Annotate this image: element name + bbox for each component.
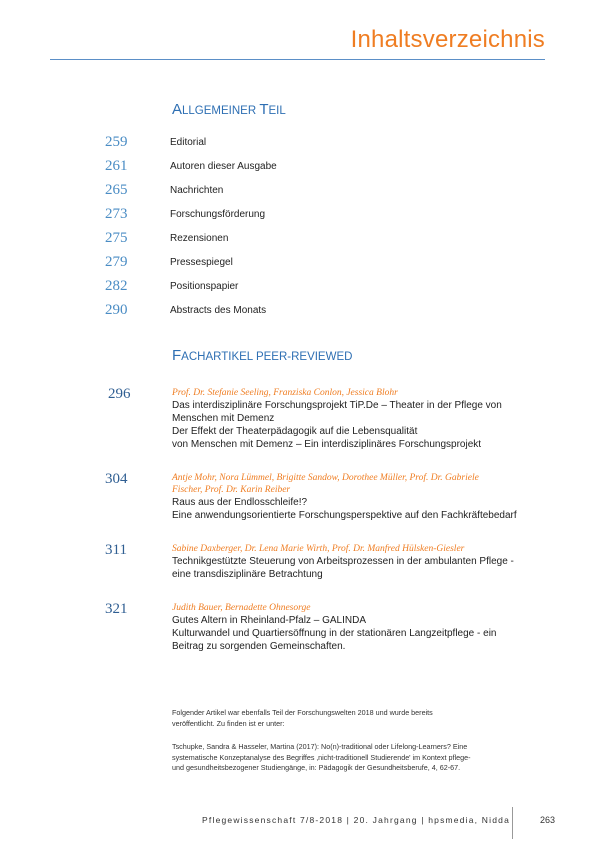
article-title-line: Raus aus der Endlosschleife!? bbox=[172, 497, 308, 508]
publication-note bbox=[172, 708, 527, 729]
toc-entry-label: Rezensionen bbox=[170, 233, 229, 244]
article-title-line: Das interdisziplinäre Forschungsprojekt TiP.De – Theater in der Pflege von bbox=[172, 400, 502, 411]
section-heading-articles bbox=[172, 347, 352, 364]
article-title-line: Beitrag zu sorgenden Gemeinschaften. bbox=[172, 641, 346, 652]
title-divider bbox=[50, 59, 545, 60]
citation-line: systematische Konzeptanalyse des Begriffes ‚nicht-traditionell Studierende' im Kontext pflege- bbox=[172, 752, 471, 762]
toc-page-number: 265 bbox=[105, 182, 128, 198]
toc-entry-label: Editorial bbox=[170, 137, 207, 148]
footer-divider bbox=[512, 807, 513, 839]
toc-entry-label: Autoren dieser Ausgabe bbox=[170, 161, 277, 172]
toc-page-number: 290 bbox=[105, 302, 128, 318]
note-text-line: veröffentlicht. Zu finden ist er unter: bbox=[172, 718, 285, 728]
page-title: Inhaltsverzeichnis bbox=[350, 26, 545, 53]
article-authors: Prof. Dr. Stefanie Seeling, Franziska Conlon, Jessica Blohr bbox=[172, 388, 398, 398]
section-heading-initial: F bbox=[172, 347, 182, 364]
article-title-line: Der Effekt der Theaterpädagogik auf die Lebensqualität bbox=[172, 426, 418, 437]
article-authors: Judith Bauer, Bernadette Ohnesorge bbox=[172, 603, 311, 613]
section-heading-text: EIL bbox=[268, 105, 286, 117]
article-title-line: Technikgestützte Steuerung von Arbeitsprozessen in der ambulanten Pflege - bbox=[172, 556, 514, 567]
article-page-number: 311 bbox=[105, 542, 127, 558]
toc-entry-label: Abstracts des Monats bbox=[170, 305, 267, 316]
footer-page-number: 263 bbox=[540, 815, 556, 825]
toc-page-number: 259 bbox=[105, 134, 128, 150]
section-heading-general bbox=[172, 101, 286, 118]
citation bbox=[172, 742, 527, 774]
article-title-line: Menschen mit Demenz bbox=[172, 413, 275, 424]
toc-entry-label: Forschungsförderung bbox=[170, 209, 266, 220]
toc-page-number: 282 bbox=[105, 278, 128, 294]
citation-line: und gesundheitsbezogener Studiengänge, in: Pädagogik der Gesundheitsberufe, 4, 62-67. bbox=[172, 763, 461, 772]
toc-entry-label: Nachrichten bbox=[170, 185, 224, 196]
article-title-line: Gutes Altern in Rheinland-Pfalz – GALINDA bbox=[172, 615, 366, 626]
article-title-line: von Menschen mit Demenz – Ein interdisziplinäres Forschungsprojekt bbox=[172, 439, 482, 450]
section-heading-text: LLGEMEINER bbox=[182, 105, 260, 117]
toc-page-number: 275 bbox=[105, 230, 128, 246]
article-title-line: eine transdisziplinäre Betrachtung bbox=[172, 569, 323, 580]
toc-page-number: 273 bbox=[105, 206, 128, 222]
section-heading-text: ACHARTIKEL PEER-REVIEWED bbox=[181, 351, 353, 363]
article-authors: Fischer, Prof. Dr. Karin Reiber bbox=[172, 485, 291, 495]
article-page-number: 321 bbox=[105, 601, 128, 617]
toc-page-number: 279 bbox=[105, 254, 128, 270]
article-page-number: 296 bbox=[108, 386, 131, 402]
article-authors: Antje Mohr, Nora Lümmel, Brigitte Sandow, Dorothee Müller, Prof. Dr. Gabriele bbox=[172, 473, 479, 483]
article-title-line: Kulturwandel und Quartiersöffnung in der stationären Langzeitpflege - ein bbox=[172, 628, 497, 639]
toc-page-number: 261 bbox=[105, 158, 128, 174]
citation-line: Tschupke, Sandra & Hasseler, Martina (2017): No(n)-traditional oder Lifelong-Learners? Eine bbox=[172, 742, 468, 751]
toc-entry-label: Pressespiegel bbox=[170, 257, 233, 268]
toc-entry-label: Positionspapier bbox=[170, 281, 239, 292]
note-text-line: Folgender Artikel war ebenfalls Teil der Forschungswelten 2018 und wurde bereits bbox=[172, 708, 433, 717]
footer-text: Pflegewissenschaft 7/8-2018 | 20. Jahrgang | hpsmedia, Nidda bbox=[202, 815, 510, 825]
section-heading-initial: T bbox=[259, 101, 269, 118]
article-authors: Sabine Daxberger, Dr. Lena Marie Wirth, Prof. Dr. Manfred Hülsken-Giesler bbox=[172, 544, 465, 554]
article-page-number: 304 bbox=[105, 471, 128, 487]
section-heading-initial: A bbox=[172, 101, 183, 118]
article-title-line: Eine anwendungsorientierte Forschungsperspektive auf den Fachkräftebedarf bbox=[172, 510, 517, 521]
